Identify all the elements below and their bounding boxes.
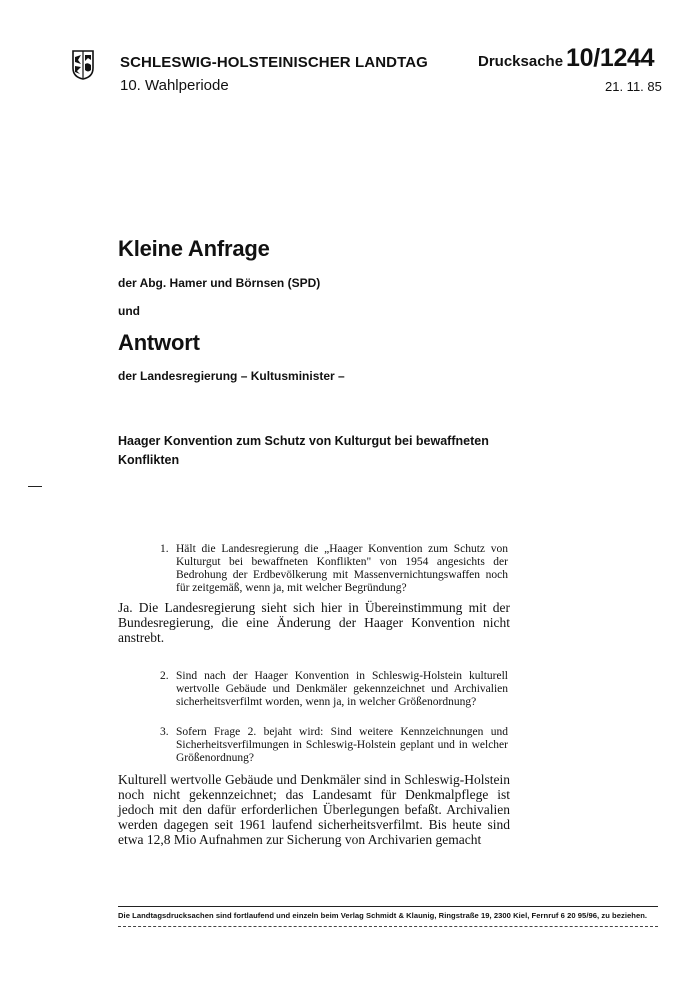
question-2-number: 2. [160,670,169,682]
question-1-number: 1. [160,543,169,555]
subject-heading: Haager Konvention zum Schutz von Kulturgut bei bewaffneten Konflikten [118,434,489,467]
question-3-text: Sofern Frage 2. bejaht wird: Sind weitere Kennzeichnungen und Sicherheitsverfilmungen in Schleswig-Holstein geplant und in welcher Größenordnung? [176,726,508,764]
margin-mark [28,486,42,487]
answer-2-3: Kulturell wertvolle Gebäude und Denkmäler sind in Schleswig-Holstein noch nicht gekennzeichnet; das Landesamt für Denkmalpflege ist jedoch mit den dafür erforderlichen Überlegungen befaßt. Archivalien werden dagegen seit 1961 laufend sicherheitsverfilmt. Bis heute sind etwa 12,8 Mio Aufnahmen zur Sicherung von Archivarien gemacht [118,772,510,847]
legislative-period: 10. Wahlperiode [120,77,229,94]
footer-rule-top [118,906,658,907]
coat-of-arms-icon [72,50,94,80]
question-3-number: 3. [160,726,169,738]
conjunction-und: und [118,304,140,318]
document-date: 21. 11. 85 [605,79,662,94]
drucksache-label: Drucksache [478,53,564,70]
footer-rule-bottom [118,926,658,927]
inquiry-authors: der Abg. Hamer und Börnsen (SPD) [118,276,321,290]
title-antwort: Antwort [118,330,200,355]
footer-note: Die Landtagsdrucksachen sind fortlaufend und einzeln beim Verlag Schmidt & Klaunig, Ringstraße 19, 2300 Kiel, Fernruf 6 20 95/96, zu beziehen. [118,911,648,920]
title-kleine-anfrage: Kleine Anfrage [118,236,270,261]
parliament-name: SCHLESWIG-HOLSTEINISCHER LANDTAG [120,54,428,71]
respondent: der Landesregierung – Kultusminister – [118,369,345,383]
question-1-text: Hält die Landesregierung die „Haager Konvention zum Schutz von Kulturgut bei bewaffneten Konflikten" von 1954 angesichts der Bedrohung der Erdbevölkerung mit Massenvernichtungswaffen noch für zeitgemäß, wenn ja, mit welcher Begründung? [176,543,508,594]
answer-1: Ja. Die Landesregierung sieht sich hier in Übereinstimmung mit der Bundesregierung, die eine Änderung der Haager Konvention nicht anstrebt. [118,600,510,645]
drucksache-number: 10/1244 [566,44,655,72]
question-2-text: Sind nach der Haager Konvention in Schleswig-Holstein kulturell wertvolle Gebäude und Denkmäler gekennzeichnet und Archivalien sicherheitsverfilmt worden, wenn ja, in welcher Größenordnung? [176,670,508,708]
